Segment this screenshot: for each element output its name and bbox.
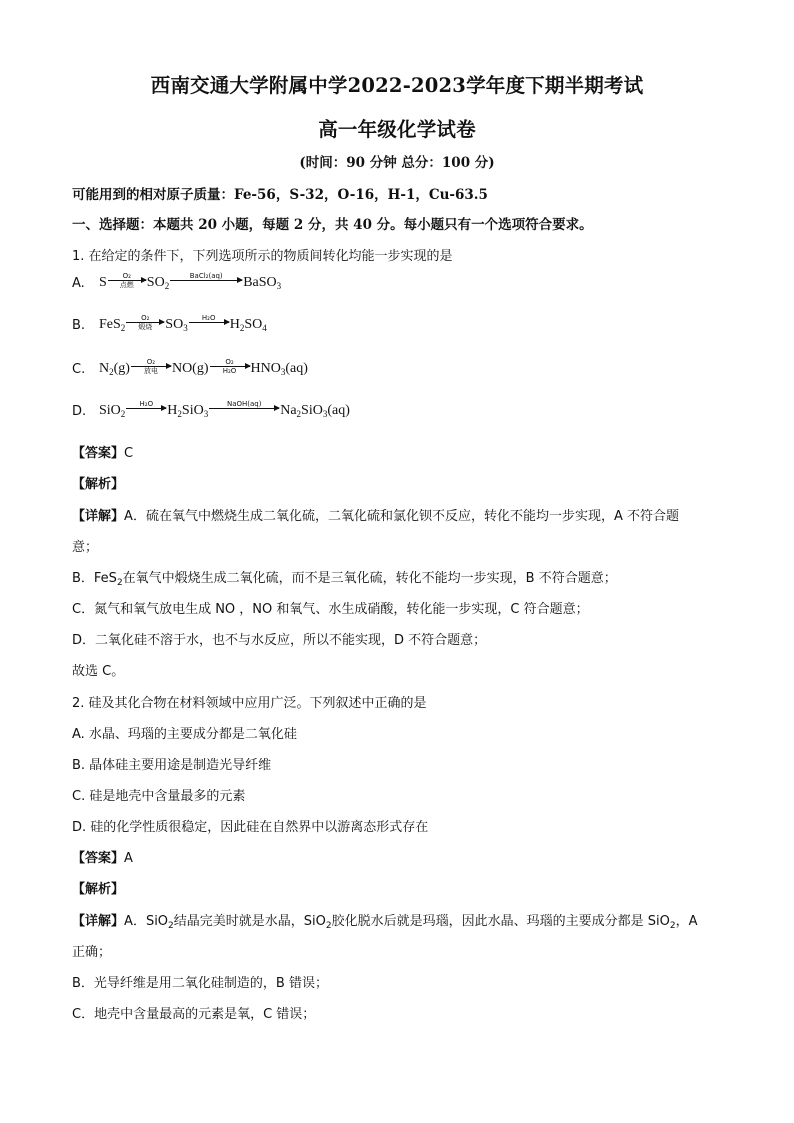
arrow-condition-top: O₂ [225, 358, 234, 366]
q1-detail-a: 【详解】A．硫在氧气中燃烧生成二氧化硫，二氧化硫和氯化钡不反应，转化不能均一步实现，A 不符合题 [72, 509, 679, 524]
q1-option-d [72, 402, 350, 419]
arrow-condition-top: H₂O [139, 400, 154, 408]
q2-option-c: C. 硅是地壳中含量最多的元素 [72, 789, 246, 804]
q1-stem: 1. 在给定的条件下，下列选项所示的物质间转化均能一步实现的是 [72, 249, 453, 264]
option-label: C. [72, 362, 86, 377]
q2-detail-a: 【详解】A．SiO$_2$结晶完美时就是水晶，SiO$_2$胶化脱水后就是玛瑙，因此水晶、玛瑙的主要成分都是 SiO$_2$，A [72, 914, 698, 931]
formula: $H_2SO_4$ [229, 317, 267, 333]
formula: $SO_2$ [146, 275, 170, 291]
formula: $N_2(g)$ [99, 361, 130, 377]
formula: NO(g) [171, 361, 209, 376]
arrow-condition-top: H₂O [201, 314, 216, 322]
q2-detail-c: C．地壳中含量最高的元素是氧，C 错误； [72, 1007, 316, 1022]
formula: $H_2SiO_3$ [167, 403, 209, 419]
formula: FeS$_2$ [99, 317, 126, 333]
option-label: B. [72, 318, 86, 333]
reaction-arrow [131, 358, 171, 375]
option-label: A. [72, 276, 85, 291]
formula: $Na_2SiO_3(aq)$ [280, 403, 350, 419]
exam-title: 西南交通大学附属中学2022-2023学年度下期半期考试 [150, 74, 644, 97]
formula: $SO_3$ [165, 317, 188, 333]
reaction-arrow [126, 400, 166, 417]
arrow-condition-top: O₂ [122, 272, 131, 280]
formula: $HNO_3(aq)$ [250, 361, 308, 377]
arrow-condition-top: O₂ [141, 314, 150, 322]
q1-detail-b: B．FeS$_2$在氧气中煅烧生成二氧化硫，而不是三氧化硫，转化不能均一步实现，B 不符合题意； [72, 571, 617, 588]
q1-detail-c: C．氮气和氧气放电生成 NO ，NO 和氧气、水生成硝酸，转化能一步实现，C 符合题意； [72, 602, 589, 617]
formula: S [99, 275, 107, 290]
arrow-condition-top: O₂ [146, 358, 156, 366]
arrow-condition-bottom: 点燃 [119, 281, 134, 289]
exam-subtitle: 高一年级化学试卷 [318, 118, 476, 141]
arrow-condition-top: NaOH(aq) [226, 400, 262, 408]
q1-analysis-tag: 【解析】 [72, 477, 125, 492]
q1-detail-a-cont: 意； [72, 540, 99, 555]
q1-detail-d: D．二氧化硅不溶于水，也不与水反应，所以不能实现，D 不符合题意； [72, 633, 487, 648]
reaction-arrow [108, 272, 146, 289]
reaction-arrow [189, 314, 229, 331]
formula: SiO$_2$ [99, 403, 126, 419]
q2-answer: 【答案】A [72, 851, 133, 866]
q2-stem: 2. 硅及其化合物在材料领域中应用广泛。下列叙述中正确的是 [72, 696, 427, 711]
reaction-arrow [126, 314, 164, 331]
arrow-condition-top: BaCl₂(aq) [189, 272, 223, 280]
q1-answer: 【答案】C [72, 446, 134, 461]
time-info: (时间：90 分钟 总分：100 分) [299, 155, 495, 171]
q2-analysis-tag: 【解析】 [72, 882, 125, 897]
reaction-arrow [210, 358, 250, 375]
q1-conclusion: 故选 C。 [72, 664, 125, 679]
q1-option-c [72, 360, 308, 377]
q2-option-d: D. 硅的化学性质很稳定，因此硅在自然界中以游离态形式存在 [72, 820, 429, 835]
section-heading: 一、选择题：本题共 20 小题，每题 2 分，共 40 分。每小题只有一个选项符合要求。 [72, 217, 593, 233]
q2-option-b: B. 晶体硅主要用途是制造光导纤维 [72, 758, 272, 773]
formula: BaSO$_3$ [243, 275, 282, 291]
arrow-condition-bottom: 放电 [143, 367, 158, 375]
reaction-arrow [209, 400, 279, 417]
reaction-arrow [170, 272, 242, 289]
arrow-condition-bottom: H₂O [222, 367, 237, 375]
atomic-masses: 可能用到的相对原子质量：Fe-56，S-32，O-16，H-1，Cu-63.5 [72, 187, 488, 203]
q2-detail-a-cont: 正确； [72, 945, 112, 960]
q1-option-b [72, 316, 267, 333]
arrow-condition-bottom: 煅烧 [138, 323, 153, 331]
q1-option-a [72, 274, 281, 291]
q2-option-a: A. 水晶、玛瑙的主要成分都是二氧化硅 [72, 727, 297, 742]
q2-detail-b: B．光导纤维是用二氧化硅制造的，B 错误； [72, 976, 328, 991]
option-label: D. [72, 404, 87, 419]
